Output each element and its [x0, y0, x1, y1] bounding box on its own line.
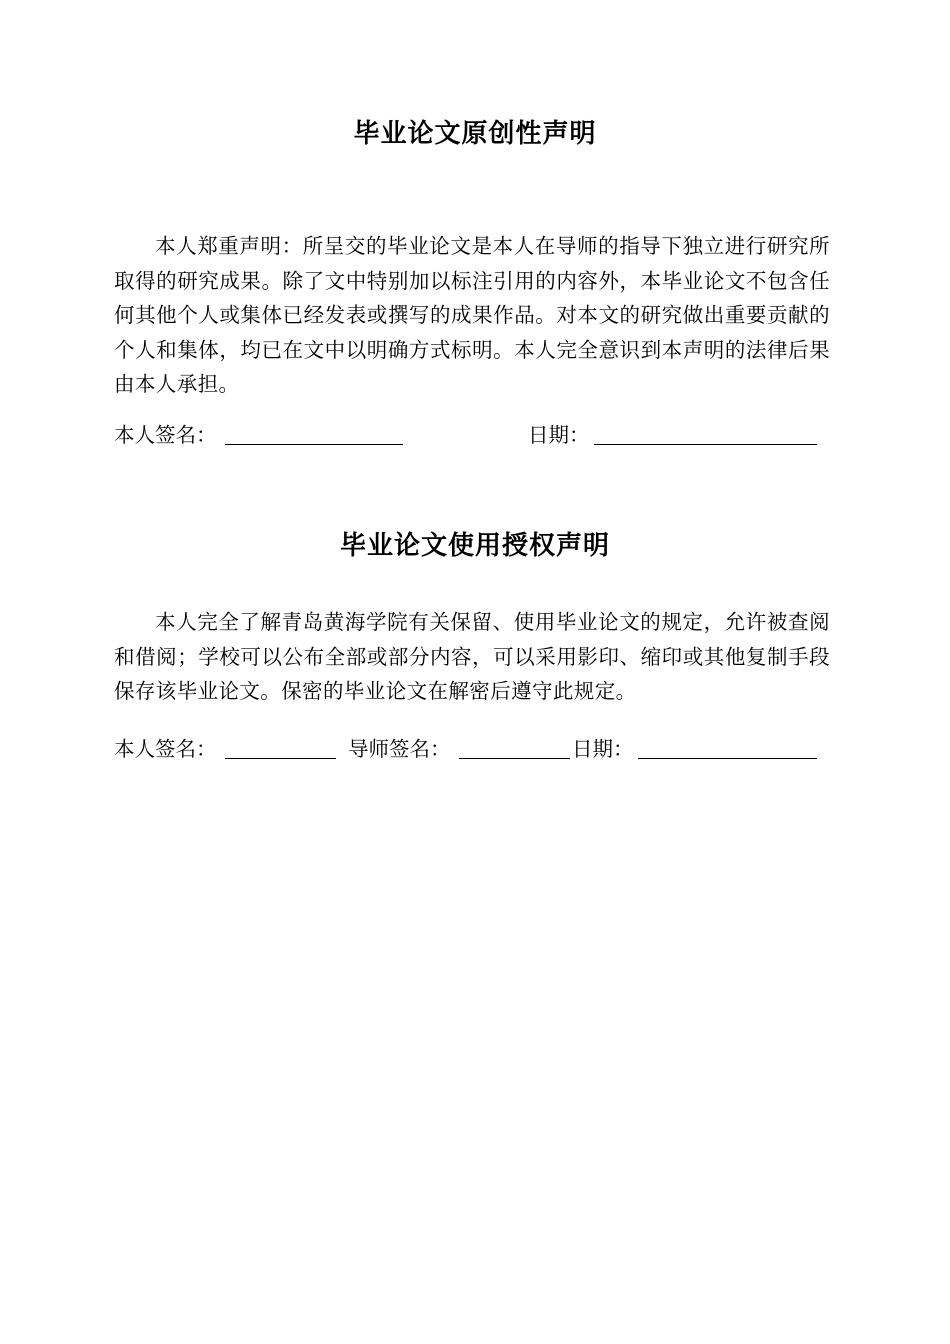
date-field[interactable] [638, 758, 817, 759]
author-signature-field[interactable] [225, 758, 336, 759]
author-signature-label: 本人签名： [114, 737, 217, 761]
authorization-declaration-title: 毕业论文使用授权声明 [339, 531, 610, 561]
advisor-signature-label: 导师签名： [348, 737, 451, 761]
author-signature-field[interactable] [225, 444, 403, 445]
authorization-signature-row [114, 732, 830, 766]
date-label: 日期： [572, 737, 634, 761]
originality-declaration-title: 毕业论文原创性声明 [353, 119, 597, 149]
date-label: 日期： [528, 423, 590, 447]
advisor-signature-field[interactable] [459, 758, 570, 759]
authorization-declaration-body: 本人完全了解青岛黄海学院有关保留、使用毕业论文的规定，允许被查阅和借阅；学校可以公布全部或部分内容，可以采用影印、缩印或其他复制手段保存该毕业论文。保密的毕业论文在解密后遵守此规定。 [114, 610, 830, 703]
originality-signature-row [114, 418, 830, 452]
originality-declaration-body: 本人郑重声明：所呈交的毕业论文是本人在导师的指导下独立进行研究所取得的研究成果。除了文中特别加以标注引用的内容外，本毕业论文不包含任何其他个人或集体已经发表或撰写的成果作品。对本文的研究做出重要贡献的个人和集体，均已在文中以明确方式标明。本人完全意识到本声明的法律后果由本人承担。 [114, 234, 830, 396]
author-signature-label: 本人签名： [114, 423, 217, 447]
date-field[interactable] [594, 444, 817, 445]
